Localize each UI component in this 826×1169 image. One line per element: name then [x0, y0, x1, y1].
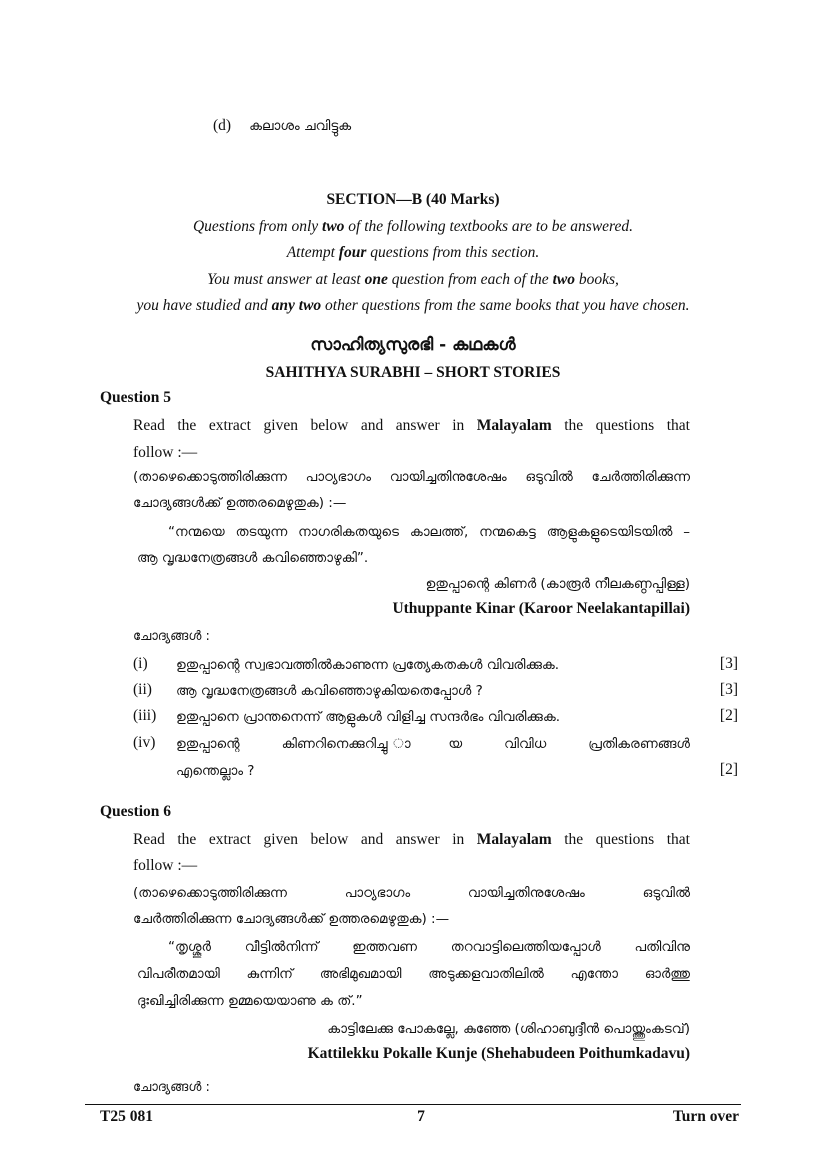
item-text: ഉതുപ്പാനെ പ്രാന്തനെന്ന് ആളുകൾ വിളിച്ച സന്ദർഭം വിവരിക്കുക. — [176, 709, 561, 725]
question-5-heading: Question 5 — [100, 389, 172, 406]
question-6-heading: Question 6 — [100, 803, 172, 820]
question-5-source-english: Uthuppante Kinar (Karoor Neelakantapillai) — [392, 600, 690, 617]
item-number: (iv) — [133, 734, 156, 751]
item-marks: [3] — [719, 681, 738, 698]
item-number: (ii) — [133, 681, 152, 698]
item-text-continued: എന്തെല്ലാം ? — [176, 763, 255, 779]
question-5-intro-line-1: Read the extract given below and answer in Malayalam the questions that — [133, 417, 690, 434]
question-6-quote-line-3: ദുഃഖിച്ചിരിക്കുന്ന ഉമ്മയെയാണു ക ത്.” — [137, 993, 363, 1009]
question-6-source-english: Kattilekku Pokalle Kunje (Shehabudeen Poithumkadavu) — [307, 1045, 690, 1062]
item-number: (i) — [133, 655, 148, 672]
instruction-line-2: Attempt four questions from this section. — [286, 244, 540, 261]
item-text: ഉതുപ്പാന്റെ കിണറിനെക്കുറിച്ചു ായ വിവിധ പ്രതികരണങ്ങൾ — [176, 736, 690, 752]
question-6-questions-label: ചോദ്യങ്ങൾ : — [133, 1080, 210, 1095]
question-6-ml-instruction-2: ചേർത്തിരിക്കുന്ന ചോദ്യങ്ങൾക്ക് ഉത്തരമെഴുതുക) :— — [133, 911, 450, 927]
footer-code: T25 081 — [100, 1108, 153, 1125]
book-title-english: SAHITHYA SURABHI – SHORT STORIES — [265, 364, 561, 381]
instruction-line-4: you have studied and any two other questions from the same books that you have chosen. — [136, 297, 690, 314]
question-5-intro-line-2: follow :— — [133, 444, 198, 461]
item-text: ഉതുപ്പാന്റെ സ്വഭാവത്തിൽകാണുന്ന പ്രത്യേകതകൾ വിവരിക്കുക. — [176, 657, 560, 673]
option-text: കലാശം ചവിട്ടുക — [249, 118, 352, 134]
question-6-source-malayalam: കാട്ടിലേക്കു പോകല്ലേ, കുഞ്ഞേ (ശിഹാബുദ്ദീൻ പൊയ്ത്തുംകടവ്) — [327, 1021, 690, 1037]
question-5-source-malayalam: ഉതുപ്പാന്റെ കിണർ (കാരൂർ നീലകണ്ഠപ്പിള്ള) — [425, 576, 690, 592]
option-label: (d) — [213, 117, 232, 134]
section-title: SECTION—B (40 Marks) — [326, 191, 500, 208]
footer-page-number: 7 — [417, 1108, 425, 1125]
footer-turn-over: Turn over — [672, 1108, 739, 1125]
question-5-questions-label: ചോദ്യങ്ങൾ : — [133, 629, 210, 644]
instruction-line-1: Questions from only two of the following textbooks are to be answered. — [192, 218, 633, 235]
question-6-intro-line-2: follow :— — [133, 857, 198, 874]
question-6-ml-instruction-1: (താഴെക്കൊടുത്തിരിക്കുന്ന പാഠ്യഭാഗം വായിച്ചതിനുശേഷം ഒടുവിൽ — [133, 885, 690, 901]
instruction-line-3: You must answer at least one question from each of the two books, — [207, 271, 619, 288]
question-5-quote-line-2: ആ വൃദ്ധനേത്രങ്ങൾ കവിഞ്ഞൊഴുകി”. — [137, 550, 369, 566]
option-d-row — [213, 117, 351, 137]
footer-rule — [85, 1104, 741, 1105]
question-5-ml-instruction-1: (താഴെക്കൊടുത്തിരിക്കുന്ന പാഠ്യഭാഗം വായിച്ചതിനുശേഷം ഒടുവിൽ ചേർത്തിരിക്കുന്ന — [133, 469, 690, 485]
item-marks: [2] — [719, 761, 738, 778]
question-5-ml-instruction-2: ചോദ്യങ്ങൾക്ക് ഉത്തരമെഴുതുക) :— — [133, 495, 347, 511]
question-6-intro-line-1: Read the extract given below and answer in Malayalam the questions that — [133, 831, 690, 848]
question-6-quote-line-2: വിപരീതമായി കുന്നിന് അഭിമുഖമായി അടുക്കളവാതിലിൽ എന്തോ ഓർത്തു — [137, 966, 690, 982]
item-marks: [2] — [719, 707, 738, 724]
book-title-malayalam: സാഹിത്യസുരഭി - കഥകൾ — [310, 335, 516, 355]
item-text: ആ വൃദ്ധനേത്രങ്ങൾ കവിഞ്ഞൊഴുകിയതെപ്പോൾ ? — [176, 683, 483, 699]
item-marks: [3] — [719, 655, 738, 672]
question-5-quote-line-1: “നന്മയെ തടയുന്ന നാഗരികതയുടെ കാലത്ത്, നന്മകെട്ട ആളുകളുടെയിടയിൽ – — [168, 524, 690, 540]
question-6-quote-line-1: “തൃശ്ശൂർ വീട്ടിൽനിന്ന് ഇത്തവണ തറവാട്ടിലെത്തിയപ്പോൾ പതിവിനു — [168, 939, 690, 955]
item-number: (iii) — [133, 707, 157, 724]
